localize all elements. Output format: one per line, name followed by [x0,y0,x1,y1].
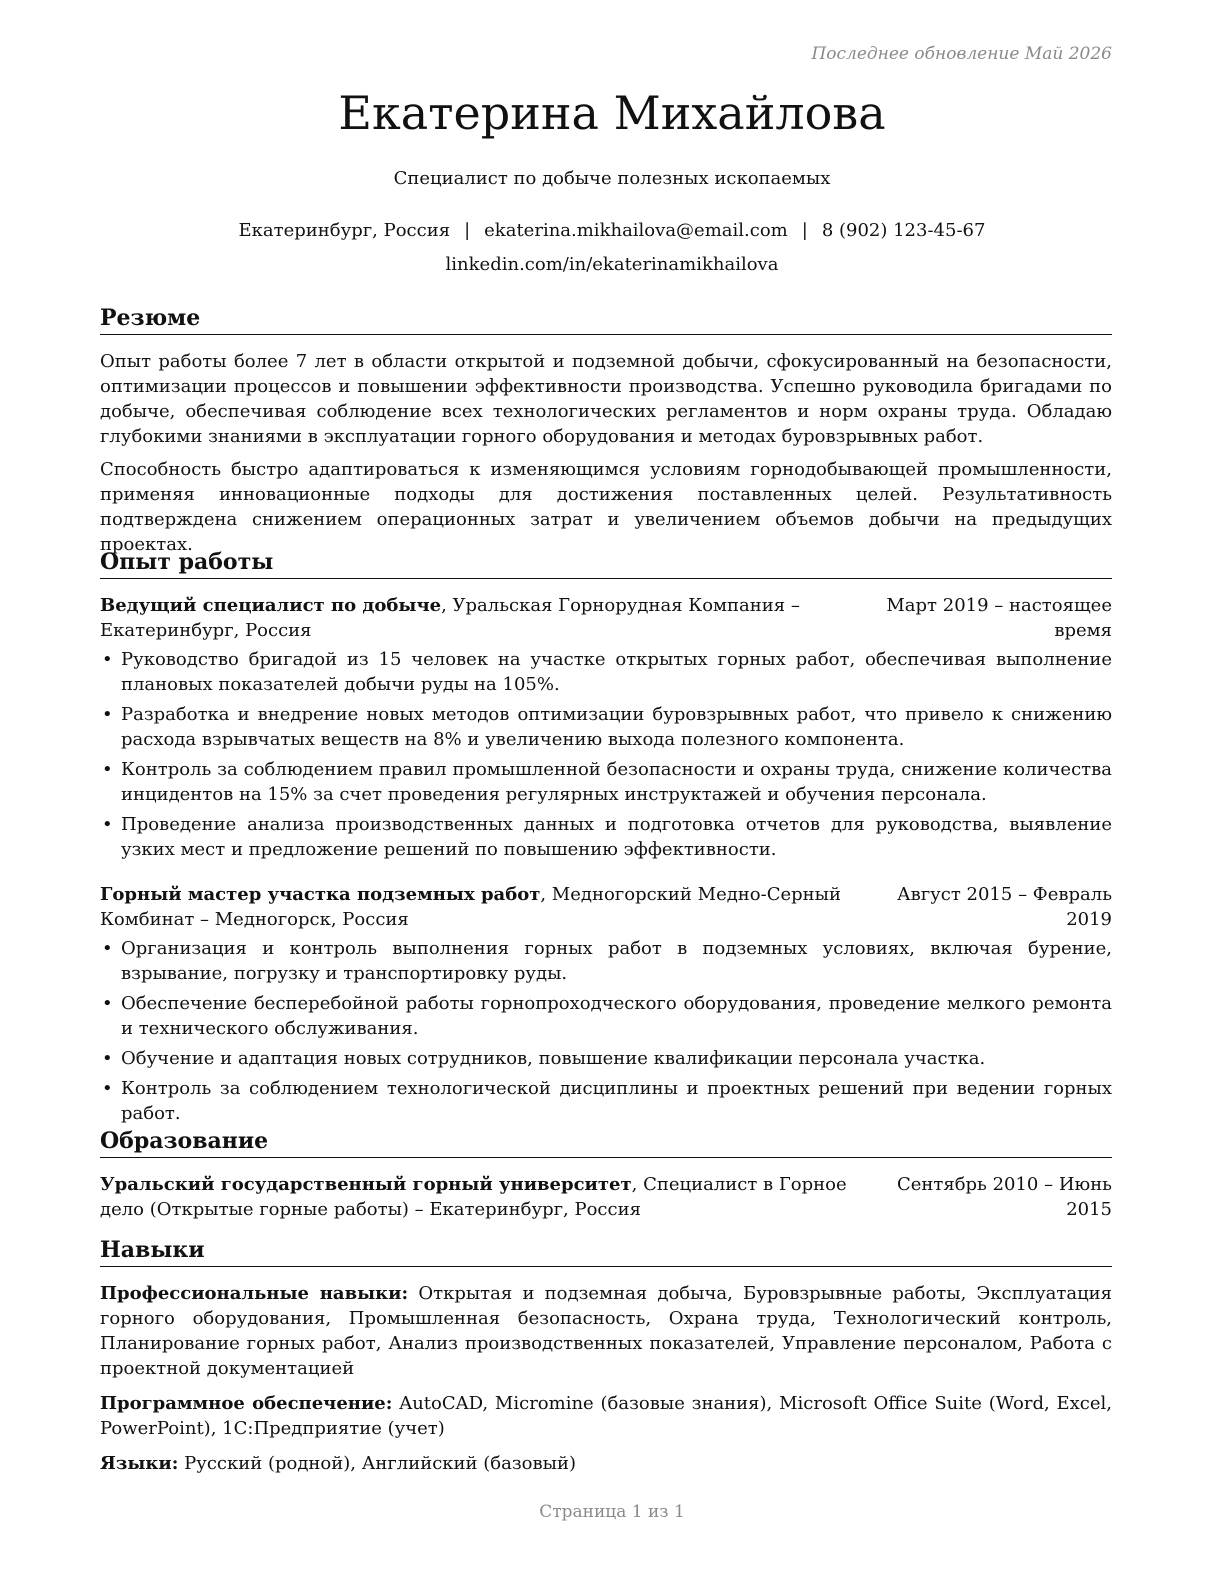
section-heading: Навыки [100,1236,1112,1267]
skill-label: Программное обеспечение: [100,1393,393,1414]
linkedin-line [0,254,1224,275]
institution: Уральский государственный горный университет [100,1174,632,1195]
skill-group [100,1391,1112,1441]
education-dates: Сентябрь 2010 – Июнь 2015 [896,1174,1112,1220]
skill-label: Профессиональные навыки: [100,1283,409,1304]
linkedin-link[interactable]: linkedin.com/in/ekaterinamikhailova [445,254,779,275]
education-entry [100,1172,1112,1222]
skill-value: AutoCAD, Micromine (базовые знания), Microsoft Office Suite (Word, Excel, PowerPoint), 1С:Предприятие (учет) [100,1393,1112,1439]
page-footer: Страница 1 из 1 [539,1502,685,1522]
list-item: • Контроль за соблюдением технологической дисциплины и проектных решений при ведении горных работ. [100,1076,1112,1126]
skill-value: Открытая и подземная добыча, Буровзрывные работы, Эксплуатация горного оборудования, Промышленная безопасность, Охрана труда, Технологический контроль, Планирование горных работ, Анализ производственных показателей, Управление персоналом, Работа с проектной документацией [100,1283,1113,1379]
job-bullets [100,647,1112,862]
job-company: , Медногорский Медно-Серный Комбинат – Медногорск, Россия [100,884,841,930]
candidate-name: Екатерина Михайлова [338,86,886,140]
job-dates: Март 2019 – настоящее время [886,595,1112,641]
summary-paragraph: Опыт работы более 7 лет в области открытой и подземной добычи, сфокусированный на безопасности, оптимизации процессов и повышении эффективности производства. Успешно руководила бригадами по добыче, обеспечивая соблюдение всех технологических регламентов и норм охраны труда. Обладаю глубокими знаниями в эксплуатации горного оборудования и методах буровзрывных работ. [100,351,1112,447]
phone: 8 (902) 123-45-67 [821,220,986,241]
experience-section [100,548,1112,1131]
education-section [100,1127,1112,1222]
location: Екатеринбург, Россия [238,220,451,241]
list-item: • Руководство бригадой из 15 человек на участке открытых горных работ, обеспечивая выполнение плановых показателей добычи руды на 105%. [100,647,1112,697]
summary-paragraph: Способность быстро адаптироваться к изменяющимся условиям горнодобывающей промышленности, применяя инновационные подходы для достижения поставленных целей. Результативность подтверждена снижением операционных затрат и увеличением объемов добычи на предыдущих проектах. [100,459,1112,555]
contact-line [0,220,1224,241]
section-heading: Резюме [100,304,1112,335]
list-item: • Проведение анализа производственных данных и подготовка отчетов для руководства, выявление узких мест и предложение решений по повышению эффективности. [100,812,1112,862]
summary-section [100,304,1112,557]
section-heading: Образование [100,1127,1112,1158]
list-item: • Организация и контроль выполнения горных работ в подземных условиях, включая бурение, взрывание, погрузку и транспортировку руды. [100,936,1112,986]
job-title: Специалист по добыче полезных ископаемых [393,168,831,189]
job-header [100,882,1112,932]
skill-value: Русский (родной), Английский (базовый) [178,1453,576,1474]
job-company: , Уральская Горнорудная Компания – Екатеринбург, Россия [100,595,800,641]
skills-section [100,1236,1112,1476]
job-bullets [100,936,1112,1126]
skill-group [100,1281,1112,1381]
list-item: • Обучение и адаптация новых сотрудников, повышение квалификации персонала участка. [100,1046,1112,1071]
list-item: • Контроль за соблюдением правил промышленной безопасности и охраны труда, снижение количества инцидентов на 15% за счет проведения регулярных инструктажей и обучения персонала. [100,757,1112,807]
job-position: Ведущий специалист по добыче [100,595,442,616]
skill-label: Языки: [100,1453,179,1474]
section-heading: Опыт работы [100,548,1112,579]
job-header [100,593,1112,643]
skill-group [100,1451,1112,1476]
list-item: • Разработка и внедрение новых методов оптимизации буровзрывных работ, что привело к снижению расхода взрывчатых веществ на 8% и увеличению выхода полезного компонента. [100,702,1112,752]
separator: | [464,220,471,241]
education-details: , Специалист в Горное дело (Открытые горные работы) – Екатеринбург, Россия [100,1174,847,1220]
email-link[interactable]: ekaterina.mikhailova@email.com [484,220,788,241]
separator: | [801,220,808,241]
job-dates: Август 2015 – Февраль 2019 [896,884,1112,930]
last-updated: Последнее обновление Май 2026 [811,44,1112,64]
list-item: • Обеспечение бесперебойной работы горнопроходческого оборудования, проведение мелкого ремонта и технического обслуживания. [100,991,1112,1041]
job-position: Горный мастер участка подземных работ [100,884,541,905]
